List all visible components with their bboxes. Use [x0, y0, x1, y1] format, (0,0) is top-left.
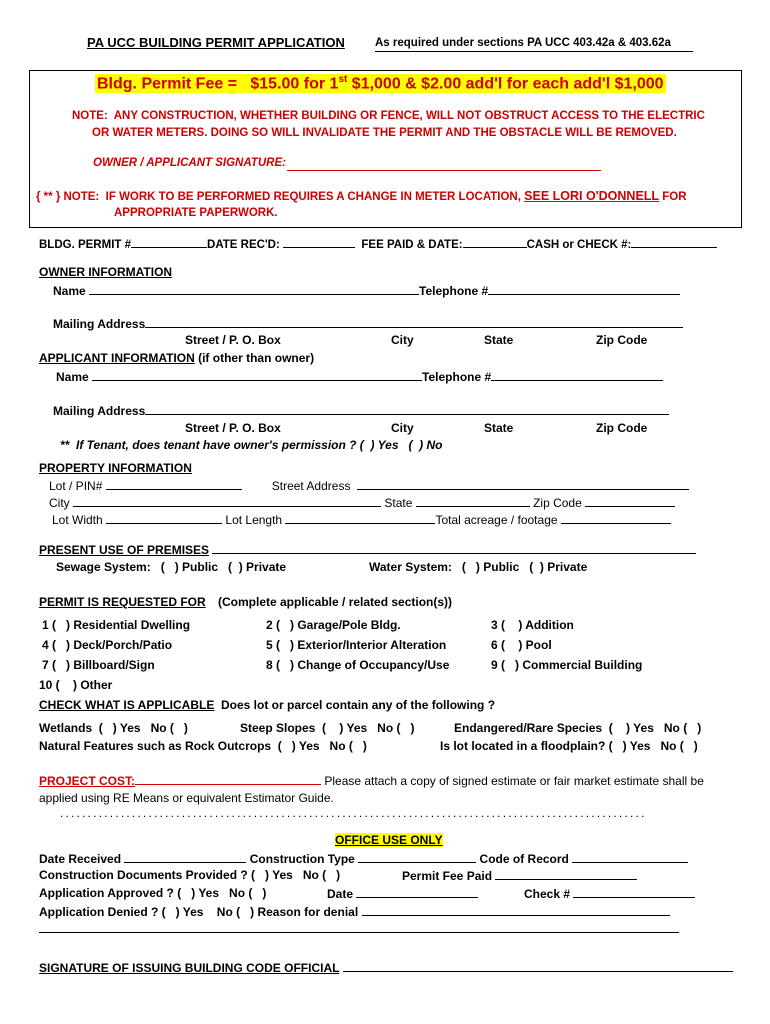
construction-type-field[interactable]: [358, 851, 476, 863]
owner-city-caption: City: [391, 333, 414, 347]
check-applicable-question: Does lot or parcel contain any of the following ?: [221, 698, 496, 712]
applicant-name-field[interactable]: [92, 369, 422, 381]
property-row-2: City State Zip Code: [49, 495, 675, 510]
header-underline: [375, 51, 693, 52]
approved-date-field[interactable]: [356, 886, 478, 898]
applicant-zip-caption: Zip Code: [596, 421, 648, 435]
applicant-city-caption: City: [391, 421, 414, 435]
applicant-mailing-row: Mailing Address: [53, 403, 669, 418]
steep-slopes-option[interactable]: Steep Slopes ( ) Yes No ( ): [240, 721, 415, 735]
approved-date-row: Date: [327, 886, 478, 901]
permit-option[interactable]: 10 ( ) Other: [39, 678, 113, 692]
lot-width-field[interactable]: [106, 512, 222, 524]
property-city-field[interactable]: [73, 495, 381, 507]
notice-box: [29, 70, 742, 228]
applicant-info-heading: APPLICANT INFORMATION (if other than owner): [39, 351, 315, 365]
permit-option[interactable]: 8 ( ) Change of Occupancy/Use: [266, 658, 450, 672]
dotted-separator: ..........................................................................................................: [60, 806, 647, 820]
owner-name-field[interactable]: [89, 283, 419, 295]
permit-fee: Bldg. Permit Fee = $15.00 for 1st $1,000 & $2.00 add'l for each add'l $1,000: [97, 74, 664, 93]
owner-street-caption: Street / P. O. Box: [185, 333, 281, 347]
denial-reason-field[interactable]: [362, 904, 670, 916]
note-meters-line2: OR WATER METERS. DOING SO WILL INVALIDATE THE PERMIT AND THE OBSTACLE WILL BE REMOVED.: [92, 127, 677, 139]
owner-mailing-row: Mailing Address: [53, 316, 683, 331]
check-applicable-heading: CHECK WHAT IS APPLICABLE: [39, 698, 215, 712]
office-use-heading: OFFICE USE ONLY: [335, 833, 443, 847]
official-signature-field[interactable]: [343, 960, 733, 972]
applicant-name-row: Name Telephone #: [56, 369, 663, 384]
signature-row: SIGNATURE OF ISSUING BUILDING CODE OFFICIAL: [39, 960, 733, 975]
owner-signature-label: OWNER / APPLICANT SIGNATURE:: [93, 157, 286, 169]
property-state-field[interactable]: [416, 495, 530, 507]
permit-option[interactable]: 9 ( ) Commercial Building: [491, 658, 643, 672]
note-meter-location: { ** } NOTE: IF WORK TO BE PERFORMED REQUIRES A CHANGE IN METER LOCATION, SEE LORI O'DONNELL FOR: [36, 189, 687, 203]
permit-option[interactable]: 2 ( ) Garage/Pole Bldg.: [266, 618, 401, 632]
applicant-mailing-field[interactable]: [145, 403, 669, 415]
property-info-heading: PROPERTY INFORMATION: [39, 461, 192, 475]
permit-fee-paid-row: Permit Fee Paid: [402, 868, 637, 883]
form-title: PA UCC BUILDING PERMIT APPLICATION: [87, 35, 345, 50]
owner-name-row: Name Telephone #: [53, 283, 680, 298]
permit-fee-paid-field[interactable]: [495, 868, 637, 880]
rock-outcrops-option[interactable]: Natural Features such as Rock Outcrops ( ) Yes No ( ): [39, 739, 367, 753]
project-cost-row: PROJECT COST: Please attach a copy of signed estimate or fair market estimate shall be: [39, 774, 704, 788]
owner-zip-caption: Zip Code: [596, 333, 648, 347]
applicant-street-caption: Street / P. O. Box: [185, 421, 281, 435]
construction-docs-provided[interactable]: Construction Documents Provided ? ( ) Yes No ( ): [39, 868, 341, 882]
application-denied-row: Application Denied ? ( ) Yes No ( ) Reason for denial: [39, 904, 670, 919]
permit-option[interactable]: 6 ( ) Pool: [491, 638, 552, 652]
permit-option[interactable]: 3 ( ) Addition: [491, 618, 574, 632]
office-row-1: Date Received Construction Type Code of Record: [39, 851, 688, 866]
code-of-record-field[interactable]: [572, 851, 688, 863]
check-number-row: Check #: [524, 886, 695, 901]
floodplain-option[interactable]: Is lot located in a floodplain? ( ) Yes No ( ): [440, 739, 698, 753]
property-row-1: Lot / PIN# Street Address: [49, 478, 689, 493]
note-meters-line1: NOTE: ANY CONSTRUCTION, WHETHER BUILDING OR FENCE, WILL NOT OBSTRUCT ACCESS TO THE ELECTRIC: [72, 110, 705, 122]
project-cost-field[interactable]: [135, 773, 321, 785]
date-received-field[interactable]: [124, 851, 246, 863]
present-use-field[interactable]: [212, 542, 696, 554]
street-address-field[interactable]: [357, 478, 689, 490]
water-system: Water System: ( ) Public ( ) Private: [369, 560, 588, 574]
wetlands-option[interactable]: Wetlands ( ) Yes No ( ): [39, 721, 188, 735]
property-row-3: Lot Width Lot Length Total acreage / footage: [52, 512, 671, 527]
application-approved[interactable]: Application Approved ? ( ) Yes No ( ): [39, 886, 267, 900]
applicant-state-caption: State: [484, 421, 514, 435]
denial-reason-line-2[interactable]: [39, 932, 679, 933]
permit-option[interactable]: 5 ( ) Exterior/Interior Alteration: [266, 638, 447, 652]
sewage-system: Sewage System: ( ) Public ( ) Private: [56, 560, 287, 574]
lot-length-field[interactable]: [285, 512, 435, 524]
owner-signature-line[interactable]: [287, 170, 601, 171]
tenant-permission: ** If Tenant, does tenant have owner's permission ? ( ) Yes ( ) No: [60, 438, 443, 452]
applicant-phone-field[interactable]: [491, 369, 663, 381]
permit-option[interactable]: 1 ( ) Residential Dwelling: [42, 618, 191, 632]
contact-name: SEE LORI O'DONNELL: [524, 189, 660, 203]
owner-state-caption: State: [484, 333, 514, 347]
required-sections: As required under sections PA UCC 403.42a & 403.62a: [375, 37, 671, 49]
permit-record-line: BLDG. PERMIT # DATE REC'D: FEE PAID & DATE: CASH or CHECK #:: [39, 236, 717, 251]
note-appropriate-paperwork: APPROPRIATE PAPERWORK.: [114, 207, 278, 219]
permit-requested-instruction: (Complete applicable / related section(s)): [218, 595, 453, 609]
permit-option[interactable]: 7 ( ) Billboard/Sign: [42, 658, 155, 672]
acreage-field[interactable]: [561, 512, 671, 524]
endangered-species-option[interactable]: Endangered/Rare Species ( ) Yes No ( ): [454, 721, 702, 735]
owner-info-heading: OWNER INFORMATION: [39, 265, 173, 279]
project-cost-note: applied using RE Means or equivalent Estimator Guide.: [39, 791, 334, 805]
present-use-row: PRESENT USE OF PREMISES: [39, 542, 696, 557]
lot-pin-field[interactable]: [106, 478, 242, 490]
permit-option[interactable]: 4 ( ) Deck/Porch/Patio: [42, 638, 173, 652]
check-number-field[interactable]: [573, 886, 695, 898]
permit-requested-heading: PERMIT IS REQUESTED FOR: [39, 595, 206, 609]
property-zip-field[interactable]: [585, 495, 675, 507]
owner-mailing-field[interactable]: [145, 316, 683, 328]
owner-phone-field[interactable]: [488, 283, 680, 295]
